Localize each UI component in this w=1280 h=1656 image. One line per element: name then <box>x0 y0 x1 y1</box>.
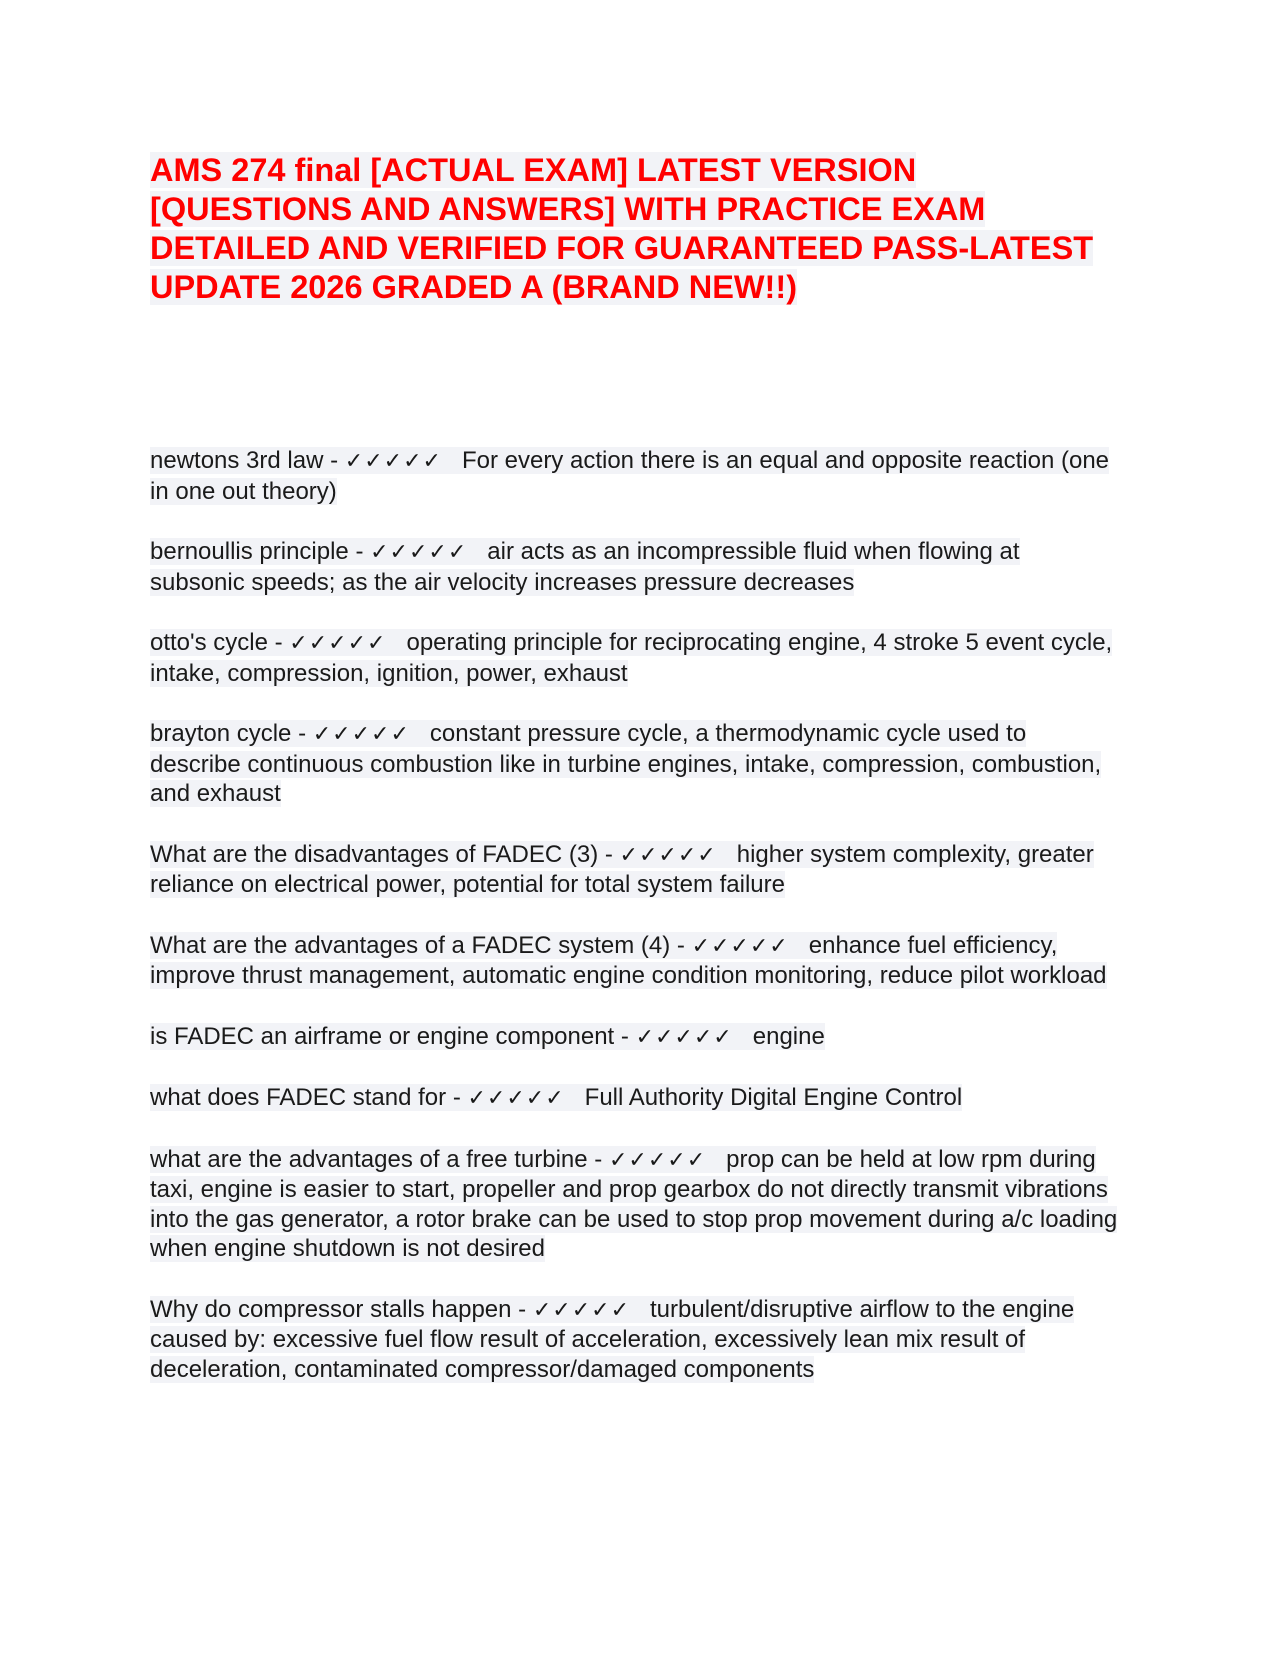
qa-highlight <box>150 932 1107 990</box>
qa-item <box>150 931 1120 991</box>
qa-highlight <box>150 629 1112 687</box>
qa-highlight <box>150 447 1109 505</box>
qa-question: what does FADEC stand for <box>150 1084 447 1111</box>
qa-item <box>150 840 1120 900</box>
qa-answer: Full Authority Digital Engine Control <box>584 1084 963 1111</box>
qa-answer: For every action there is an equal and opposite reaction (one in one out theory) <box>150 447 1110 505</box>
qa-separator: - <box>291 720 313 747</box>
qa-answer: prop can be held at low rpm during taxi, engine is easier to start, propeller and prop gearbox do not directly transmit vibrations into the gas generator, a rotor brake can be used to stop prop movement during a/c loading when engine shutdown is not desired <box>150 1145 1118 1262</box>
qa-separator: - <box>323 447 345 474</box>
qa-question: What are the disadvantages of FADEC (3) <box>150 840 599 868</box>
qa-item <box>150 1145 1120 1264</box>
qa-item <box>150 1083 1120 1114</box>
qa-separator: - <box>267 629 290 656</box>
qa-highlight <box>150 1023 825 1050</box>
qa-question: What are the advantages of a FADEC system (4) <box>150 931 671 959</box>
qa-item <box>150 628 1120 688</box>
qa-question: otto's cycle <box>150 629 268 656</box>
qa-question: is FADEC an airframe or engine component <box>150 1022 615 1050</box>
qa-answer: turbulent/disruptive airflow to the engine caused by: excessive fuel flow result of acceleration, excessively lean mix result of deceleration, contaminated compressor/damaged components <box>150 1295 1075 1383</box>
qa-separator: - <box>446 1084 468 1111</box>
document-title <box>150 151 1110 307</box>
qa-question: brayton cycle <box>150 720 292 747</box>
qa-highlight <box>150 1146 1117 1263</box>
check-marks-icon: ✓✓✓✓✓ <box>370 540 468 565</box>
qa-separator: - <box>598 840 620 868</box>
qa-answer: air acts as an incompressible fluid when flowing at subsonic speeds; as the air velocity increases pressure decreases <box>150 538 1020 596</box>
qa-question: bernoullis principle <box>150 538 349 565</box>
qa-separator: - <box>511 1295 533 1323</box>
check-marks-icon: ✓✓✓✓✓ <box>532 1297 630 1323</box>
qa-separator: - <box>348 538 371 565</box>
qa-highlight <box>150 1084 962 1111</box>
document-title-text: AMS 274 final [ACTUAL EXAM] LATEST VERSION [QUESTIONS AND ANSWERS] WITH PRACTICE EXAM DETAILED AND VERIFIED FOR GUARANTEED PASS-LATEST UPDATE 2026 GRADED A (BRAND NEW!!) <box>150 152 1094 305</box>
qa-item <box>150 1295 1120 1385</box>
check-marks-icon: ✓✓✓✓✓ <box>608 1147 707 1173</box>
check-marks-icon: ✓✓✓✓✓ <box>467 1086 565 1111</box>
qa-item <box>150 446 1120 506</box>
qa-separator: - <box>587 1145 609 1173</box>
qa-question: newtons 3rd law <box>150 447 324 474</box>
qa-question: what are the advantages of a free turbine <box>150 1145 588 1173</box>
qa-separator: - <box>670 931 692 959</box>
check-marks-icon: ✓✓✓✓✓ <box>635 1024 733 1050</box>
qa-answer: higher system complexity, greater reliance on electrical power, potential for total system failure <box>150 840 1094 898</box>
qa-question: Why do compressor stalls happen <box>150 1295 512 1323</box>
qa-item <box>150 537 1120 597</box>
check-marks-icon: ✓✓✓✓✓ <box>619 842 717 868</box>
qa-answer: engine <box>752 1022 825 1050</box>
check-marks-icon: ✓✓✓✓✓ <box>289 631 387 656</box>
qa-answer: operating principle for reciprocating engine, 4 stroke 5 event cycle, intake, compression, ignition, power, exhaust <box>150 629 1113 687</box>
qa-answer: constant pressure cycle, a thermodynamic cycle used to describe continuous combustion like in turbine engines, intake, compression, combustion, and exhaust <box>150 720 1102 807</box>
qa-highlight <box>150 1296 1074 1383</box>
qa-answer: enhance fuel efficiency, improve thrust management, automatic engine condition monitoring, reduce pilot workload <box>150 931 1107 989</box>
qa-list <box>150 446 1120 1415</box>
qa-highlight <box>150 720 1101 807</box>
check-marks-icon: ✓✓✓✓✓ <box>312 722 410 747</box>
qa-separator: - <box>614 1022 636 1050</box>
check-marks-icon: ✓✓✓✓✓ <box>691 933 789 959</box>
check-marks-icon: ✓✓✓✓✓ <box>344 449 442 474</box>
qa-item <box>150 719 1120 809</box>
qa-item <box>150 1022 1120 1053</box>
qa-highlight <box>150 841 1094 899</box>
qa-highlight <box>150 538 1020 596</box>
